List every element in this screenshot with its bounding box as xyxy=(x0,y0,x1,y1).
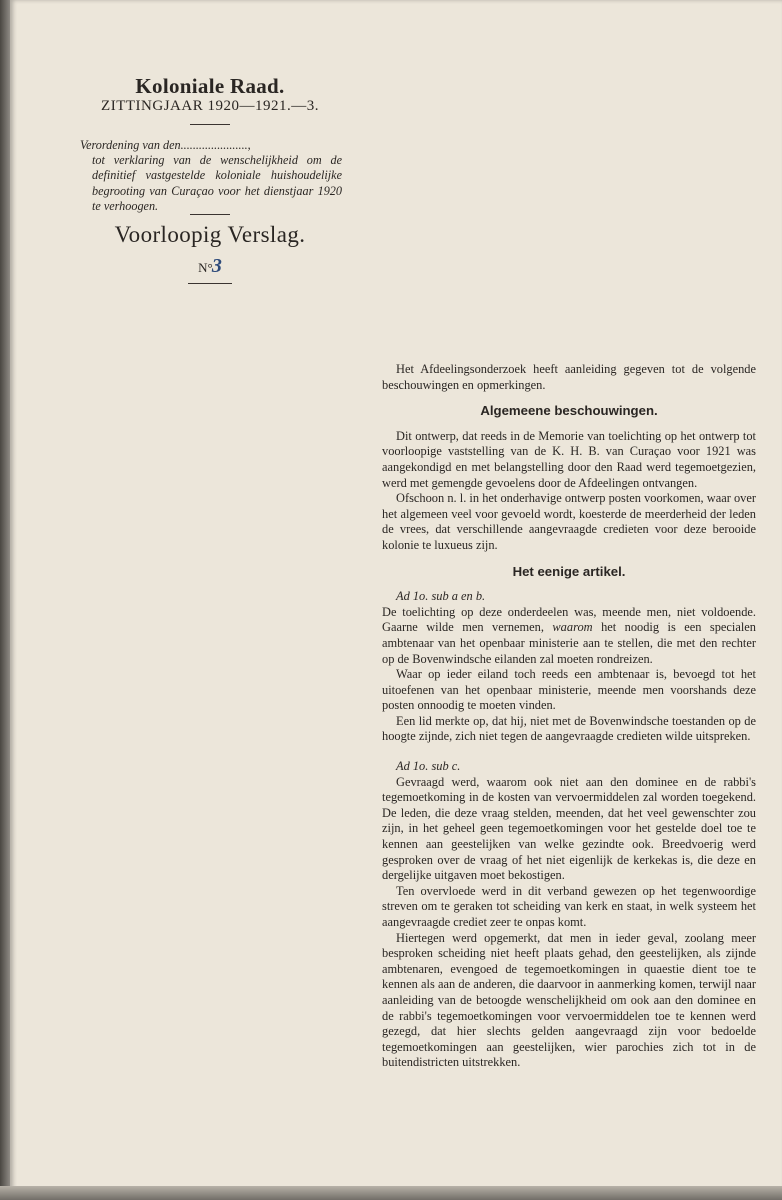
report-title: Voorloopig Verslag. xyxy=(114,222,306,247)
divider xyxy=(188,283,232,284)
session-year: ZITTINGJAAR 1920—1921.—3. xyxy=(101,98,319,114)
subsection-label: Ad 1o. sub a en b. xyxy=(396,589,486,604)
subsection-label: Ad 1o. sub c. xyxy=(396,759,461,774)
subject-line-1: Verordening van den......................, xyxy=(80,138,251,152)
handwritten-number: 3 xyxy=(211,255,222,277)
paragraph: De toelichting op deze onderdeelen was, meende men, niet voldoende. Gaarne wilde men vernemen, waarom het noodig is een specialen ambtenaar van het openbaar ministerie aan te stellen, die met den rechter op de Bovenwindsche eilanden zal moeten rondreizen. xyxy=(382,604,756,666)
paragraph: Ofschoon n. l. in het onderhavige ontwerp posten voorkomen, waar over het algemeen veel voor gevoeld wordt, koesterde de meerderheid der leden de vrees, dat verschillende aangevraagde credieten voor deze berooide kolonie te luxueus zijn. xyxy=(382,491,756,552)
page-spine-shadow xyxy=(0,0,10,1200)
paragraph: Hiertegen werd opgemerkt, dat men in ieder geval, zoolang meer besproken scheiding niet heeft plaats gehad, den geestelijken, als zijnde ambtenaren, evengoed de tegemoetkomingen in quaestie dient toe te kennen als aan de anderen, die daarvoor in aanmerking komen, terwijl naar aanleiding van de betoogde wenschelijkheid om ook aan den dominee en de rabbi's tegemoetkomingen voor vervoermiddelen toe te kennen werd gezegd, dat hier slechts gelden aangevraagd zijn voor bedoelde tegemoetkomingen aan geestelijken, wier parochies zich tot in de buitendistricten uitstrekken. xyxy=(382,930,756,1070)
emphasis: waarom xyxy=(552,620,593,635)
page-bottom-edge xyxy=(0,1186,782,1200)
paragraph: Ten overvloede werd in dit verband gewezen op het tegenwoordige streven om te geraken tot scheiding van kerk en staat, in welk systeem het aangevraagde crediet zeer te onpas komt. xyxy=(382,883,756,929)
subject-description: tot verklaring van de wenschelijkheid om de definitief vastgestelde koloniale huishoudelijke begrooting van Curaçao voor het dienstjaar 1920 te verhoogen. xyxy=(92,153,342,213)
document-title: Koloniale Raad. xyxy=(135,74,285,98)
section-heading-general: Algemeene beschouwingen. xyxy=(480,403,658,419)
paragraph: Waar op ieder eiland toch reeds een ambtenaar is, bevoegd tot het uitoefenen van het openbaar ministerie, meende men voorshands deze posten onnoodig te moeten vinden. xyxy=(382,667,756,713)
divider xyxy=(190,214,230,215)
paragraph: Dit ontwerp, dat reeds in de Memorie van toelichting op het ontwerp tot voorloopige vaststelling van de K. H. B. van Curaçao voor 1921 was aangekondigd en met belangstelling door den Raad werd tegemoetgezien, werd met gemengde gevoelens door de Afdeelingen ontvangen. xyxy=(382,428,756,490)
paragraph: Een lid merkte op, dat hij, niet met de Bovenwindsche toestanden op de hoogte zijnde, zich niet tegen de aangevraagde credieten wilde uitspreken. xyxy=(382,713,756,744)
divider xyxy=(190,124,230,125)
report-body xyxy=(382,362,756,1071)
paragraph: Gevraagd werd, waarom ook niet aan den dominee en de rabbi's tegemoetkoming in de kosten van vervoermiddelen zal worden toegekend. De leden, die deze vraag stelden, meenden, dat het veel gewenschter zou zijn, in het geheel geen tegemoetkomingen voor het gestelde doel toe te kennen aan geestelijken van welke gezindte ook. Breedvoerig werd gesproken over de vraag of het niet eigenlijk de kerkekas is, die deze en dergelijke uitgaven moet bekostigen. xyxy=(382,774,756,883)
report-number xyxy=(80,255,340,278)
section-heading-article: Het eenige artikel. xyxy=(512,563,626,579)
number-prefix: N° xyxy=(198,260,213,275)
intro-paragraph: Het Afdeelingsonderzoek heeft aanleiding gegeven tot de volgende beschouwingen en opmerkingen. xyxy=(382,362,756,392)
subject-block xyxy=(80,138,342,214)
